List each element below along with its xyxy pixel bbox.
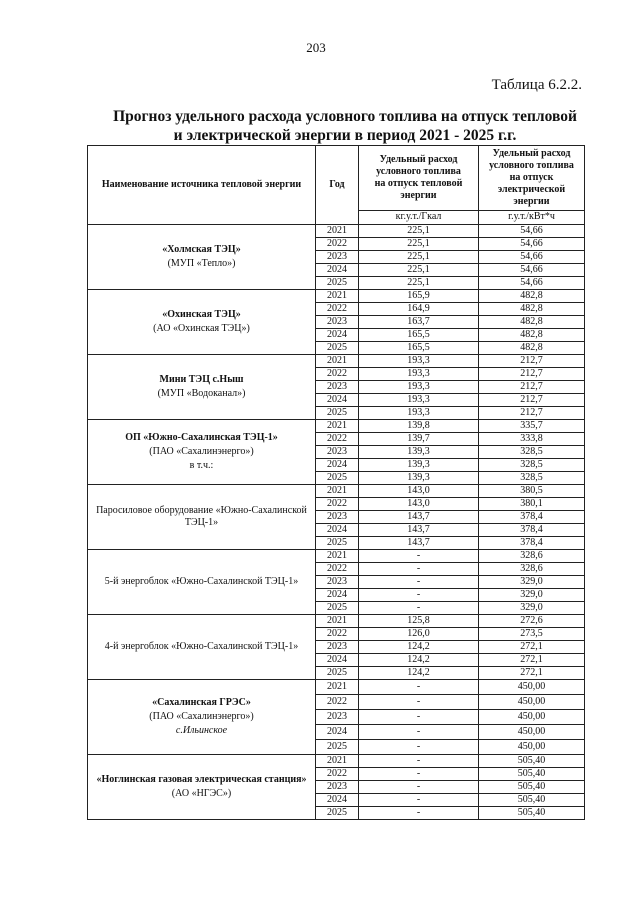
table-row xyxy=(88,680,585,695)
year-cell: 2023 xyxy=(316,446,359,459)
year-cell: 2022 xyxy=(316,563,359,576)
heat-value-cell: 225,1 xyxy=(359,225,479,238)
year-cell: 2024 xyxy=(316,589,359,602)
source-name-line: 5-й энергоблок «Южно-Сахалинской ТЭЦ-1» xyxy=(104,576,299,587)
heat-value-cell: 165,5 xyxy=(359,329,479,342)
source-name-line: (АО «НГЭС») xyxy=(171,788,232,799)
electric-value-cell: 450,00 xyxy=(479,725,585,740)
heat-value-cell: - xyxy=(359,563,479,576)
electric-value-cell: 54,66 xyxy=(479,238,585,251)
source-name-line: Паросиловое оборудование «Южно-Сахалинской ТЭЦ-1» xyxy=(96,505,307,528)
heat-value-cell: 126,0 xyxy=(359,628,479,641)
year-cell: 2022 xyxy=(316,433,359,446)
heat-value-cell: 139,3 xyxy=(359,472,479,485)
heat-value-cell: - xyxy=(359,695,479,710)
heat-value-cell: - xyxy=(359,740,479,755)
electric-value-cell: 328,5 xyxy=(479,472,585,485)
source-name-cell xyxy=(88,420,316,485)
heat-value-cell: 139,3 xyxy=(359,446,479,459)
electric-value-cell: 212,7 xyxy=(479,407,585,420)
table-row xyxy=(88,420,585,433)
table-row xyxy=(88,615,585,628)
year-cell: 2023 xyxy=(316,710,359,725)
year-cell: 2025 xyxy=(316,472,359,485)
electric-value-cell: 335,7 xyxy=(479,420,585,433)
table-body xyxy=(88,225,585,820)
forecast-table xyxy=(87,145,585,820)
year-cell: 2022 xyxy=(316,498,359,511)
heat-value-cell: - xyxy=(359,807,479,820)
source-name-cell xyxy=(88,680,316,755)
year-cell: 2024 xyxy=(316,725,359,740)
heat-value-cell: - xyxy=(359,550,479,563)
table-row xyxy=(88,755,585,768)
year-cell: 2021 xyxy=(316,755,359,768)
heat-value-cell: 225,1 xyxy=(359,251,479,264)
year-cell: 2023 xyxy=(316,251,359,264)
electric-value-cell: 212,7 xyxy=(479,368,585,381)
header-electric: Удельный расход условного топлива на отпуск электрической энергии xyxy=(479,146,585,211)
heat-value-cell: 125,8 xyxy=(359,615,479,628)
heat-value-cell: - xyxy=(359,755,479,768)
heat-value-cell: 143,7 xyxy=(359,537,479,550)
heat-value-cell: 165,5 xyxy=(359,342,479,355)
electric-value-cell: 273,5 xyxy=(479,628,585,641)
heat-value-cell: 143,7 xyxy=(359,524,479,537)
year-cell: 2021 xyxy=(316,680,359,695)
electric-value-cell: 212,7 xyxy=(479,355,585,368)
source-name-line: «Сахалинская ГРЭС» xyxy=(152,697,251,708)
table-row xyxy=(88,550,585,563)
heat-value-cell: 124,2 xyxy=(359,641,479,654)
year-cell: 2025 xyxy=(316,667,359,680)
header-heat: Удельный расход условного топлива на отпуск тепловой энергии xyxy=(359,146,479,211)
electric-value-cell: 380,5 xyxy=(479,485,585,498)
electric-value-cell: 54,66 xyxy=(479,225,585,238)
electric-value-cell: 505,40 xyxy=(479,807,585,820)
source-name-line: «Ноглинская газовая электрическая станция» xyxy=(96,774,307,785)
year-cell: 2024 xyxy=(316,524,359,537)
year-cell: 2022 xyxy=(316,303,359,316)
heat-value-cell: 193,3 xyxy=(359,407,479,420)
year-cell: 2021 xyxy=(316,550,359,563)
electric-value-cell: 212,7 xyxy=(479,394,585,407)
year-cell: 2023 xyxy=(316,576,359,589)
year-cell: 2023 xyxy=(316,781,359,794)
electric-value-cell: 505,40 xyxy=(479,794,585,807)
electric-value-cell: 378,4 xyxy=(479,524,585,537)
heat-value-cell: 124,2 xyxy=(359,667,479,680)
source-name-cell xyxy=(88,615,316,680)
year-cell: 2025 xyxy=(316,537,359,550)
page-number: 203 xyxy=(306,40,326,55)
table-row xyxy=(88,355,585,368)
electric-value-cell: 272,1 xyxy=(479,667,585,680)
heat-value-cell: - xyxy=(359,710,479,725)
heat-value-cell: - xyxy=(359,680,479,695)
electric-value-cell: 505,40 xyxy=(479,768,585,781)
year-cell: 2025 xyxy=(316,342,359,355)
table-row xyxy=(88,290,585,303)
year-cell: 2021 xyxy=(316,290,359,303)
electric-value-cell: 54,66 xyxy=(479,277,585,290)
source-name-line: (МУП «Тепло») xyxy=(167,258,236,269)
source-name-line: (ПАО «Сахалинэнерго») xyxy=(149,446,254,457)
heat-value-cell: 139,3 xyxy=(359,459,479,472)
electric-value-cell: 450,00 xyxy=(479,695,585,710)
heat-value-cell: 193,3 xyxy=(359,381,479,394)
heat-value-cell: 225,1 xyxy=(359,264,479,277)
heat-value-cell: 139,7 xyxy=(359,433,479,446)
year-cell: 2021 xyxy=(316,420,359,433)
heat-value-cell: 163,7 xyxy=(359,316,479,329)
source-name-line: с.Ильинское xyxy=(175,725,228,736)
year-cell: 2023 xyxy=(316,641,359,654)
electric-value-cell: 328,5 xyxy=(479,459,585,472)
source-name-line: ОП «Южно-Сахалинская ТЭЦ-1» xyxy=(125,432,278,443)
year-cell: 2021 xyxy=(316,485,359,498)
source-name-line: 4-й энергоблок «Южно-Сахалинской ТЭЦ-1» xyxy=(104,641,299,652)
header-source-name: Наименование источника тепловой энергии xyxy=(88,146,316,225)
year-cell: 2023 xyxy=(316,381,359,394)
electric-value-cell: 450,00 xyxy=(479,680,585,695)
year-cell: 2022 xyxy=(316,628,359,641)
heat-value-cell: 225,1 xyxy=(359,238,479,251)
header-heat-unit: кг.у.т./Гкал xyxy=(359,210,479,224)
heat-value-cell: - xyxy=(359,768,479,781)
source-name-line: (МУП «Водоканал») xyxy=(157,388,246,399)
source-name-line: «Холмская ТЭЦ» xyxy=(162,244,241,255)
electric-value-cell: 482,8 xyxy=(479,342,585,355)
electric-value-cell: 505,40 xyxy=(479,755,585,768)
electric-value-cell: 482,8 xyxy=(479,316,585,329)
year-cell: 2024 xyxy=(316,394,359,407)
electric-value-cell: 505,40 xyxy=(479,781,585,794)
year-cell: 2022 xyxy=(316,238,359,251)
electric-value-cell: 272,1 xyxy=(479,641,585,654)
electric-value-cell: 54,66 xyxy=(479,264,585,277)
year-cell: 2021 xyxy=(316,355,359,368)
heat-value-cell: 193,3 xyxy=(359,394,479,407)
heat-value-cell: 139,8 xyxy=(359,420,479,433)
source-name-cell xyxy=(88,755,316,820)
heat-value-cell: - xyxy=(359,794,479,807)
source-name-cell xyxy=(88,290,316,355)
year-cell: 2022 xyxy=(316,695,359,710)
electric-value-cell: 482,8 xyxy=(479,290,585,303)
source-name-line: (ПАО «Сахалинэнерго») xyxy=(149,711,254,722)
year-cell: 2025 xyxy=(316,277,359,290)
title-line-1: Прогноз удельного расхода условного топлива на отпуск тепловой xyxy=(113,108,577,125)
heat-value-cell: 143,0 xyxy=(359,485,479,498)
heat-value-cell: - xyxy=(359,602,479,615)
source-name-line: Мини ТЭЦ с.Ныш xyxy=(159,374,244,385)
year-cell: 2024 xyxy=(316,654,359,667)
year-cell: 2024 xyxy=(316,459,359,472)
year-cell: 2021 xyxy=(316,225,359,238)
electric-value-cell: 329,0 xyxy=(479,589,585,602)
year-cell: 2024 xyxy=(316,329,359,342)
electric-value-cell: 272,1 xyxy=(479,654,585,667)
year-cell: 2022 xyxy=(316,368,359,381)
header-electric-unit: г.у.т./кВт*ч xyxy=(479,210,585,224)
heat-value-cell: 165,9 xyxy=(359,290,479,303)
source-name-cell xyxy=(88,550,316,615)
source-name-cell xyxy=(88,225,316,290)
table-row xyxy=(88,485,585,498)
year-cell: 2025 xyxy=(316,740,359,755)
electric-value-cell: 328,6 xyxy=(479,563,585,576)
electric-value-cell: 333,8 xyxy=(479,433,585,446)
electric-value-cell: 482,8 xyxy=(479,329,585,342)
year-cell: 2024 xyxy=(316,794,359,807)
source-name-line: «Охинская ТЭЦ» xyxy=(162,309,241,320)
heat-value-cell: 164,9 xyxy=(359,303,479,316)
heat-value-cell: 124,2 xyxy=(359,654,479,667)
electric-value-cell: 328,5 xyxy=(479,446,585,459)
electric-value-cell: 378,4 xyxy=(479,511,585,524)
source-name-cell xyxy=(88,355,316,420)
year-cell: 2025 xyxy=(316,407,359,420)
heat-value-cell: 143,7 xyxy=(359,511,479,524)
year-cell: 2021 xyxy=(316,615,359,628)
electric-value-cell: 378,4 xyxy=(479,537,585,550)
year-cell: 2023 xyxy=(316,511,359,524)
document-title xyxy=(100,107,590,145)
electric-value-cell: 450,00 xyxy=(479,710,585,725)
heat-value-cell: - xyxy=(359,781,479,794)
header-year: Год xyxy=(316,146,359,225)
heat-value-cell: - xyxy=(359,725,479,740)
source-name-line: в т.ч.: xyxy=(189,460,214,471)
electric-value-cell: 329,0 xyxy=(479,602,585,615)
electric-value-cell: 212,7 xyxy=(479,381,585,394)
heat-value-cell: 225,1 xyxy=(359,277,479,290)
heat-value-cell: 143,0 xyxy=(359,498,479,511)
heat-value-cell: - xyxy=(359,589,479,602)
electric-value-cell: 380,1 xyxy=(479,498,585,511)
heat-value-cell: - xyxy=(359,576,479,589)
year-cell: 2025 xyxy=(316,602,359,615)
year-cell: 2025 xyxy=(316,807,359,820)
electric-value-cell: 450,00 xyxy=(479,740,585,755)
year-cell: 2022 xyxy=(316,768,359,781)
source-name-cell xyxy=(88,485,316,550)
table-row xyxy=(88,225,585,238)
electric-value-cell: 329,0 xyxy=(479,576,585,589)
electric-value-cell: 54,66 xyxy=(479,251,585,264)
year-cell: 2024 xyxy=(316,264,359,277)
title-line-2: и электрической энергии в период 2021 - 2025 г.г. xyxy=(173,127,517,144)
electric-value-cell: 272,6 xyxy=(479,615,585,628)
electric-value-cell: 328,6 xyxy=(479,550,585,563)
heat-value-cell: 193,3 xyxy=(359,355,479,368)
heat-value-cell: 193,3 xyxy=(359,368,479,381)
table-label: Таблица 6.2.2. xyxy=(491,77,582,93)
source-name-line: (АО «Охинская ТЭЦ») xyxy=(153,323,250,334)
year-cell: 2023 xyxy=(316,316,359,329)
electric-value-cell: 482,8 xyxy=(479,303,585,316)
